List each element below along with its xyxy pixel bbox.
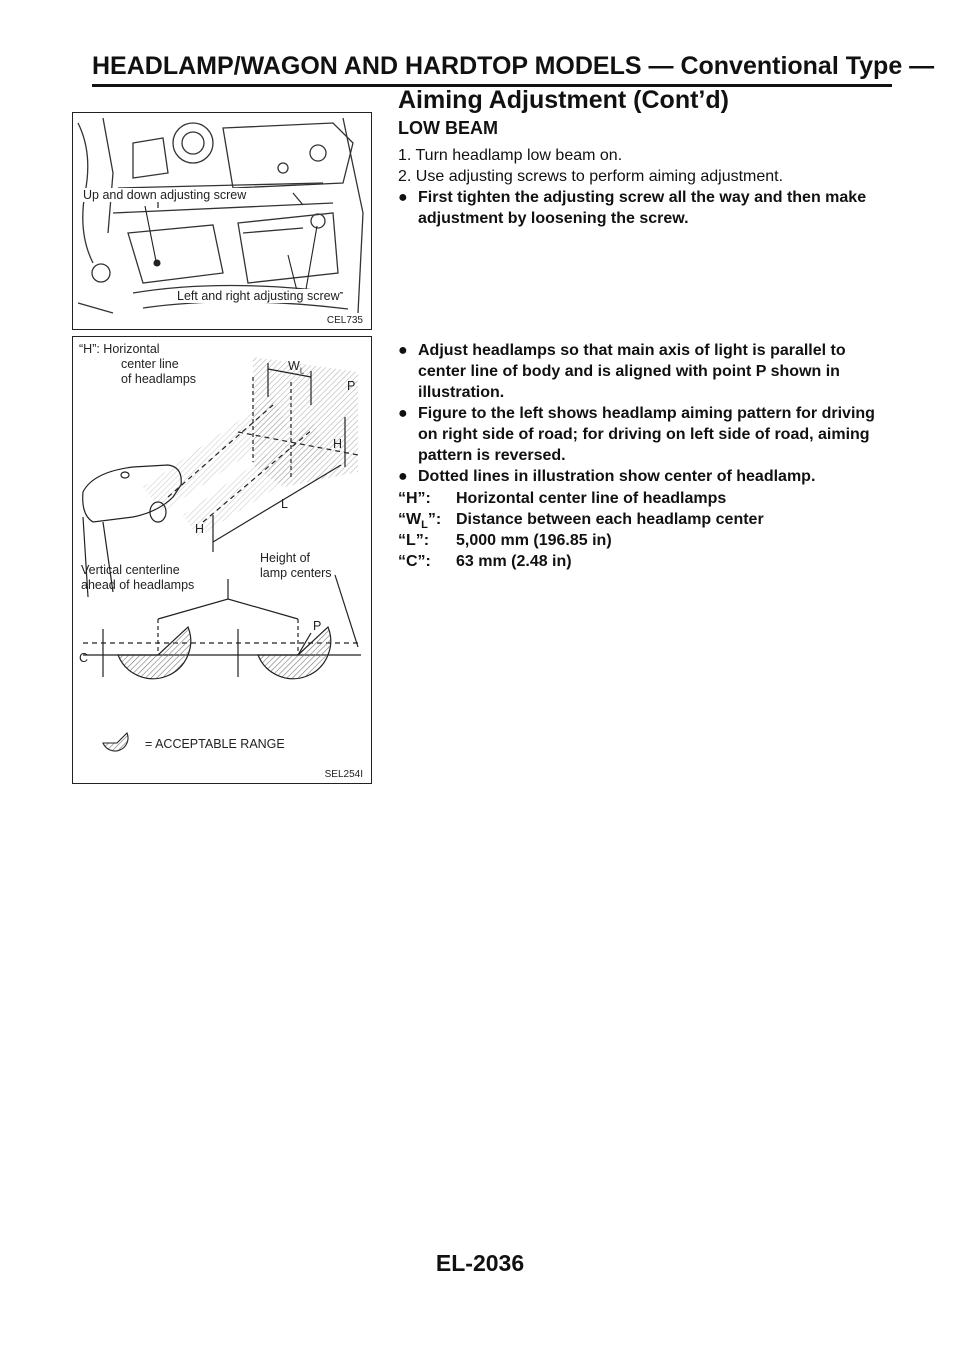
- label-vertical-centerline: Vertical centerline: [81, 563, 180, 577]
- label-up-down-screw: Up and down adjusting screw: [83, 188, 247, 202]
- section-title: LOW BEAM: [398, 118, 498, 138]
- figure-adjusting-screws: [72, 112, 372, 330]
- label-h-definition: “H”: Horizontal: [79, 342, 160, 356]
- label-h-definition-2: center line: [121, 357, 179, 371]
- label-p-top: P: [347, 379, 356, 393]
- bullet-text: Figure to the left shows headlamp aiming pattern for driving on right side of road; for driving on left side of road, aiming pattern is reversed.: [418, 405, 875, 464]
- definition-h: [398, 488, 726, 509]
- bullet-text: Adjust headlamps so that main axis of light is parallel to center line of body and is aligned with point P shown in illustration.: [418, 342, 846, 401]
- bullet-aiming-pattern: [398, 403, 893, 466]
- label-p-bottom: P: [313, 619, 322, 633]
- definition-term: “H”:: [398, 490, 431, 507]
- definition-term-sub: L: [421, 519, 428, 532]
- page-header-title: HEADLAMP/WAGON AND HARDTOP MODELS — Conventional Type —: [92, 52, 935, 80]
- label-h-left: H: [195, 522, 205, 536]
- label-left-right-screw: Left and right adjusting screw: [177, 289, 340, 303]
- definition-term-close: ”:: [427, 511, 442, 528]
- definition-text: Distance between each headlamp center: [456, 511, 764, 528]
- definition-term-open: “W: [398, 511, 422, 528]
- figure-id: CEL735: [326, 315, 363, 326]
- bullet-mark: ●: [398, 468, 408, 485]
- definition-text: 63 mm (2.48 in): [456, 553, 572, 570]
- definition-text: 5,000 mm (196.85 in): [456, 532, 612, 549]
- label-wl-w: W: [288, 359, 300, 373]
- definition-text: Horizontal center line of headlamps: [456, 490, 727, 507]
- bullet-adjust-headlamps: [398, 340, 893, 403]
- label-vertical-centerline-2: ahead of headlamps: [81, 578, 195, 592]
- label-c: C: [79, 651, 89, 665]
- step-2: 2. Use adjusting screws to perform aiming adjustment.: [398, 168, 784, 185]
- definition-c: [398, 551, 572, 572]
- figure-id: SEL254I: [324, 769, 363, 780]
- bullet-dotted-lines: [398, 466, 893, 487]
- label-height-lamp: Height of: [260, 551, 311, 565]
- label-height-lamp-2: lamp centers: [260, 566, 332, 580]
- label-l: L: [281, 497, 288, 511]
- definition-term: “C”:: [398, 553, 431, 570]
- bullet-mark: ●: [398, 189, 408, 206]
- definition-term: “L”:: [398, 532, 430, 549]
- aiming-pattern-illustration: [73, 337, 371, 783]
- label-h-right: H: [333, 437, 343, 451]
- label-h-definition-3: of headlamps: [121, 372, 197, 386]
- definition-l: [398, 530, 612, 551]
- page-number: EL-2036: [435, 1250, 525, 1276]
- label-wl-sub: L: [299, 366, 305, 376]
- page-header-subtitle: Aiming Adjustment (Cont’d): [398, 86, 729, 114]
- label-wl: [288, 359, 304, 376]
- bullet-mark: ●: [398, 342, 408, 359]
- bullet-tighten-screw: [398, 187, 893, 229]
- legend-acceptable-range: = ACCEPTABLE RANGE: [145, 737, 285, 751]
- bullet-text: Dotted lines in illustration show center of headlamp.: [418, 468, 816, 485]
- bullet-text: First tighten the adjusting screw all the way and then make adjustment by loosening the screw.: [418, 189, 867, 227]
- step-1: 1. Turn headlamp low beam on.: [398, 147, 623, 164]
- bullet-mark: ●: [398, 405, 408, 422]
- figure-aiming-pattern: [72, 336, 372, 784]
